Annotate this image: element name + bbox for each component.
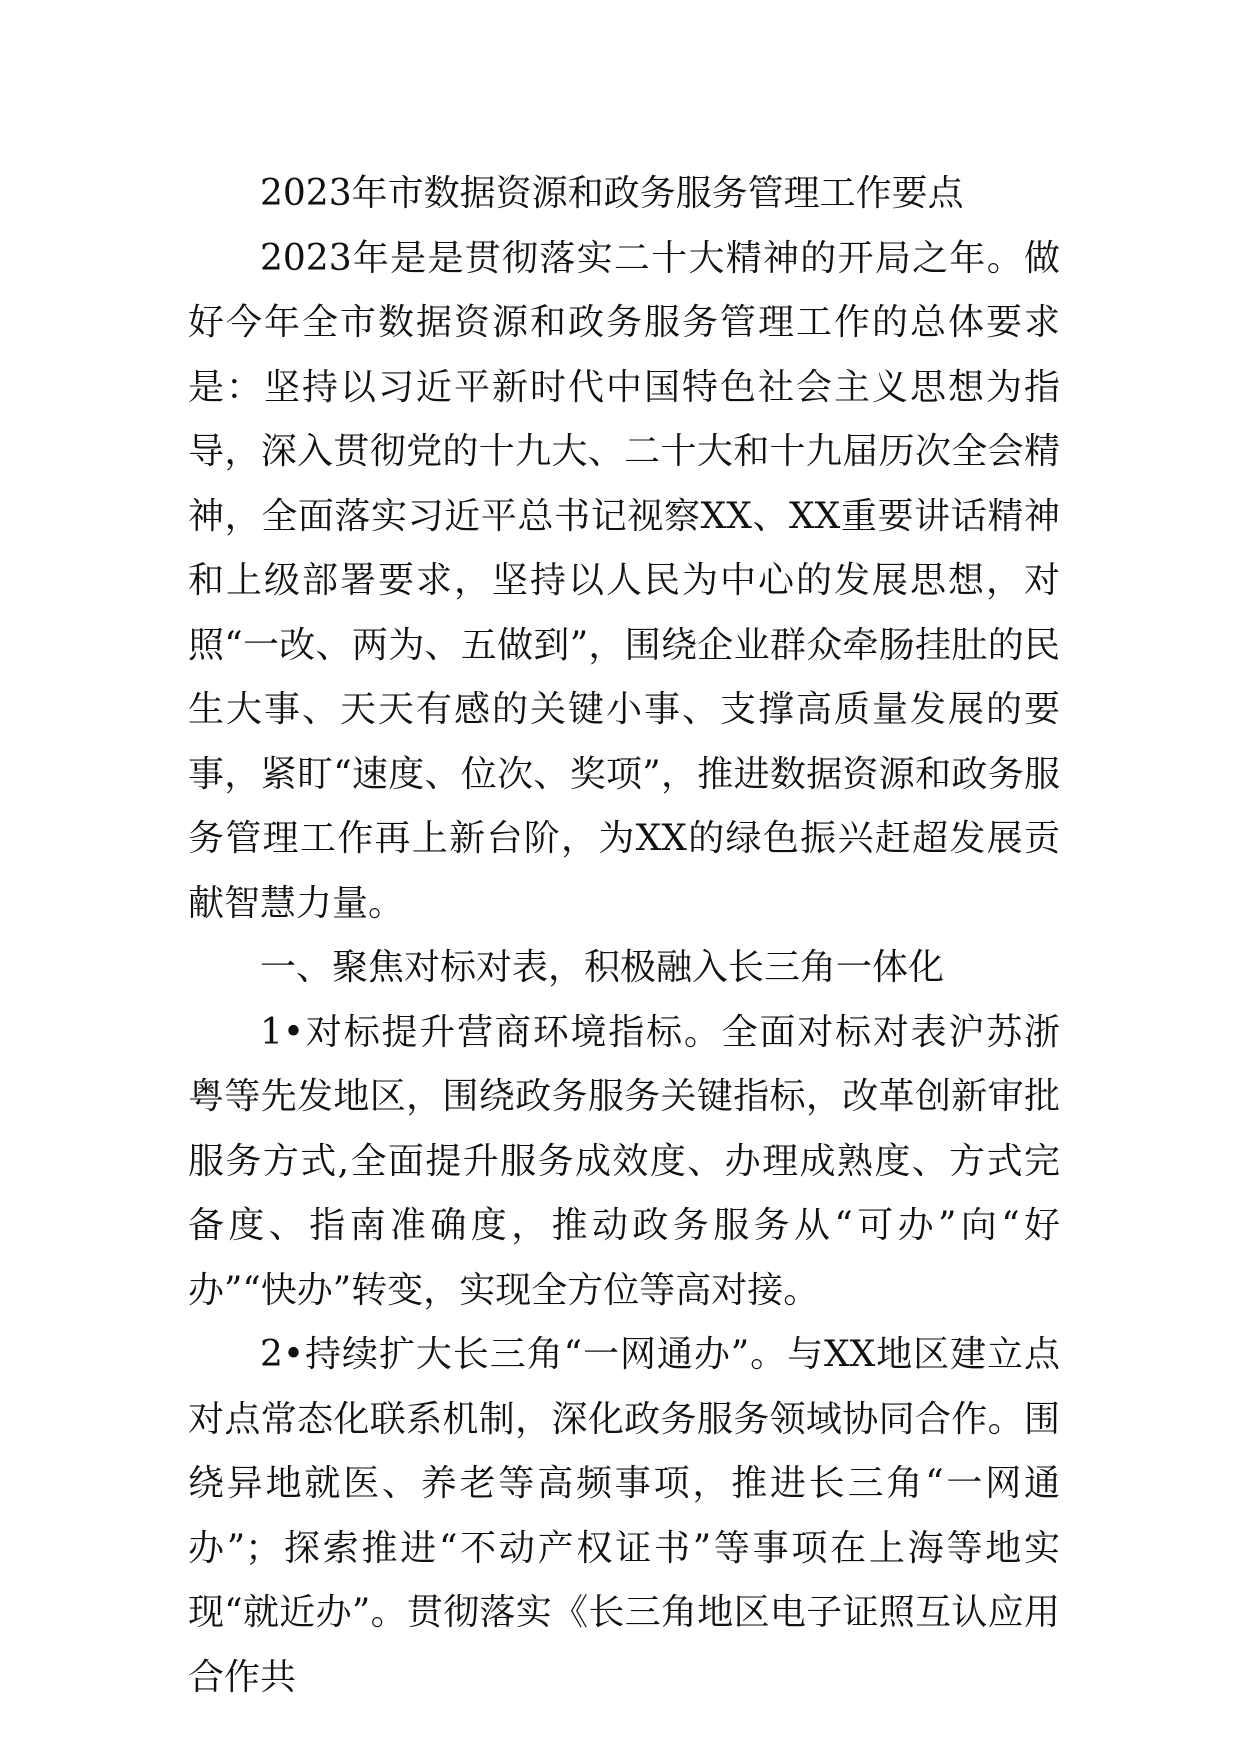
section-heading-1: 一、聚焦对标对表，积极融入长三角一体化 xyxy=(260,947,945,988)
paragraph-intro: 2023年是是贯彻落实二十大精神的开局之年。做好今年全市数据资源和政务服务管理工作的总体要求是：坚持以习近平新时代中国特色社会主义思想为指导，深入贯彻党的十九大、二十大和十九届历次全会精神，全面落实习近平总书记视察XX、XX重要讲话精神和上级部署要求，坚持以人民为中心的发展思想，对照“一改、两为、五做到”，围绕企业群众牵肠挂肚的民生大事、天天有感的关键小事、支撑高质量发展的要事，紧盯“速度、位次、奖项”，推进数据资源和政务服务管理工作再上新台阶，为XX的绿色振兴赶超发展贡献智慧力量。 xyxy=(188,237,1060,924)
paragraph-item-1: 1•对标提升营商环境指标。全面对标对表沪苏浙粤等先发地区，围绕政务服务关键指标，改革创新审批服务方式,全面提升服务成效度、办理成熟度、方式完备度、指南准确度，推动政务服务从“可办”向“好办”“快办”转变，实现全方位等高对接。 xyxy=(188,1011,1060,1311)
document-body xyxy=(188,162,1060,1710)
paragraph-item-2: 2•持续扩大长三角“一网通办”。与XX地区建立点对点常态化联系机制，深化政务服务领域协同合作。围绕异地就医、养老等高频事项，推进长三角“一网通办”；探索推进“不动产权证书”等事项在上海等地实现“就近办”。贯彻落实《长三角地区电子证照互认应用合作共 xyxy=(188,1334,1060,1698)
document-title: 2023年市数据资源和政务服务管理工作要点 xyxy=(260,173,964,214)
